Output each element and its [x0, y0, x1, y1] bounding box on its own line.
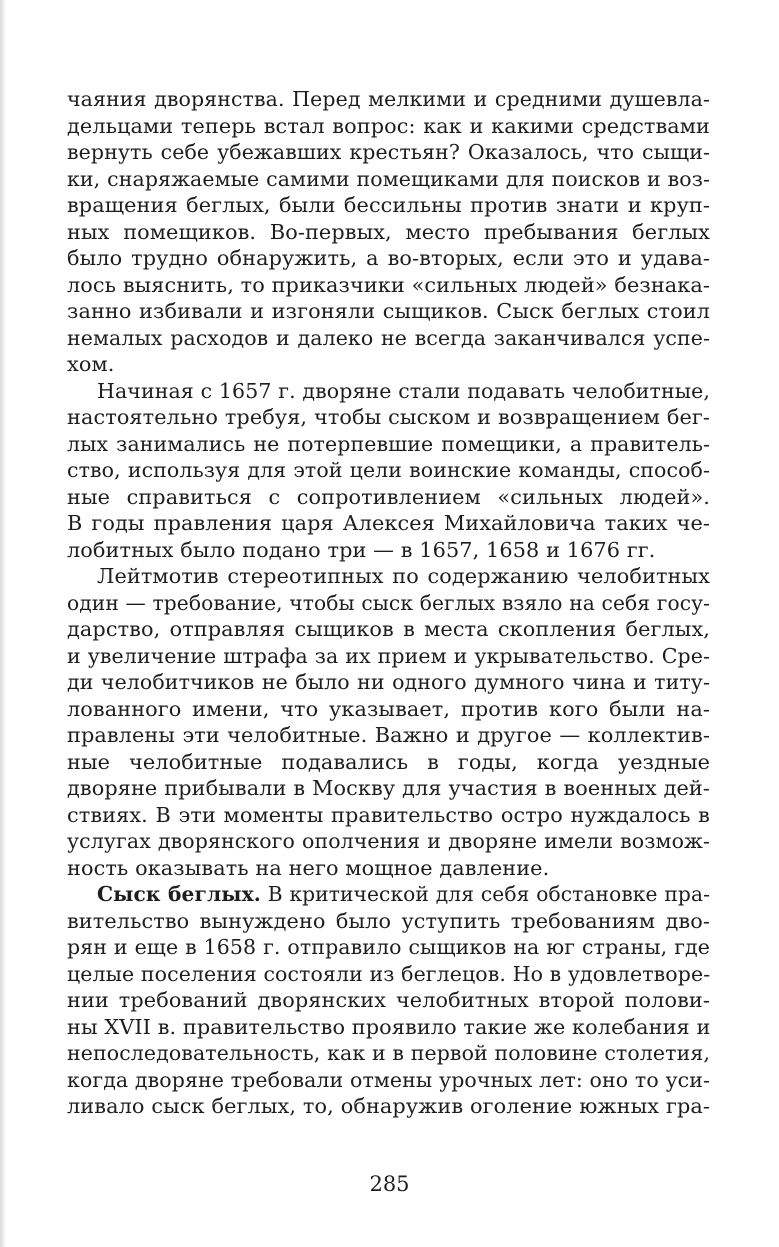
page-number: 285	[369, 1172, 410, 1196]
text-line: ди челобитчиков не было ни одного думного чина и титу-	[67, 670, 710, 694]
text-line: ливало сыск беглых, то, обнаружив оголение южных гра-	[67, 1094, 710, 1118]
text-line: занно избивали и изгоняли сыщиков. Сыск беглых стоил	[67, 299, 710, 323]
paragraph-2	[67, 378, 710, 564]
text-line: дарство, отправляя сыщиков в места скопления беглых,	[67, 617, 710, 641]
body-text	[67, 86, 710, 1120]
text-line: дворяне прибывали в Москву для участия в военных дей-	[67, 776, 710, 800]
text-line: один — требование, чтобы сыск беглых взяло на себя госу-	[67, 590, 710, 615]
text-line	[67, 881, 710, 908]
text-line: ки, снаряжаемые самими помещиками для поисков и воз-	[67, 166, 710, 191]
text-line: вращения беглых, были бессильны против знати и круп-	[67, 193, 710, 217]
text-line: ных помещиков. Во-первых, место пребывания беглых	[67, 219, 710, 244]
text-line: было трудно обнаружить, а во-вторых, если это и удава-	[67, 246, 710, 270]
text-line: непоследовательность, как и в первой половине столетия,	[67, 1041, 710, 1065]
text-line: ны XVII в. правительство проявило такие же колебания и	[67, 1014, 711, 1039]
text-line: лось выяснить, то приказчики «сильных людей» безнака-	[67, 272, 710, 297]
section-heading: Сыск беглых.	[97, 882, 261, 906]
text-line: лых занимались не потерпевшие помещики, а правитель-	[67, 431, 710, 456]
heading-line-rest: В критической для себя обстановке пра-	[260, 882, 710, 906]
text-line: рян и еще в 1658 г. отправило сыщиков на юг страны, где	[67, 935, 710, 959]
text-line: настоятельно требуя, чтобы сыском и возвращением бег-	[67, 405, 710, 429]
text-line: лобитных было подано три — в 1657, 1658 и 1676 гг.	[67, 537, 656, 562]
text-line: ство, используя для этой цели воинские команды, способ-	[67, 458, 710, 482]
text-line: Лейтмотив стереотипных по содержанию челобитных	[97, 564, 710, 588]
text-line: ность оказывать на него мощное давление.	[67, 855, 550, 880]
text-line: услугах дворянского ополчения и дворяне имели возмож-	[67, 829, 710, 853]
text-line: ные челобитные подавались в годы, когда уездные	[67, 749, 710, 774]
text-line: немалых расходов и далеко не всегда заканчивался успе-	[67, 325, 710, 350]
text-line: лованного имени, что указывает, против кого были на-	[67, 696, 710, 721]
text-line: чаяния дворянства. Перед мелкими и средними душевла-	[67, 87, 710, 111]
text-line: нии требований дворянских челобитных второй полови-	[67, 988, 710, 1012]
scan-edge-shadow	[0, 0, 7, 1247]
text-line: В годы правления царя Алексея Михайловича таких че-	[67, 511, 710, 535]
text-line: целые поселения состояли из беглецов. Но в удовлетворе-	[67, 961, 711, 986]
text-line: хом.	[67, 352, 115, 376]
text-line: когда дворяне требовали отмены урочных лет: оно то уси-	[67, 1067, 710, 1092]
text-line: ные справиться с сопротивлением «сильных людей».	[67, 484, 710, 509]
text-line: дельцами теперь встал вопрос: как и какими средствами	[67, 113, 710, 138]
text-line: ствиях. В эти моменты правительство остро нуждалось в	[67, 802, 710, 827]
paragraph-1	[67, 86, 710, 378]
text-line: и увеличение штрафа за их прием и укрывательство. Сре-	[67, 643, 710, 668]
text-line: правлены эти челобитные. Важно и другое — коллектив-	[67, 723, 710, 747]
text-line: Начиная с 1657 г. дворяне стали подавать челобитные,	[97, 378, 710, 403]
paragraph-4	[67, 881, 710, 1120]
text-line: вительство вынуждено было уступить требованиям дво-	[67, 908, 710, 933]
paragraph-3	[67, 563, 710, 881]
text-line: вернуть себе убежавших крестьян? Оказалось, что сыщи-	[67, 140, 710, 164]
